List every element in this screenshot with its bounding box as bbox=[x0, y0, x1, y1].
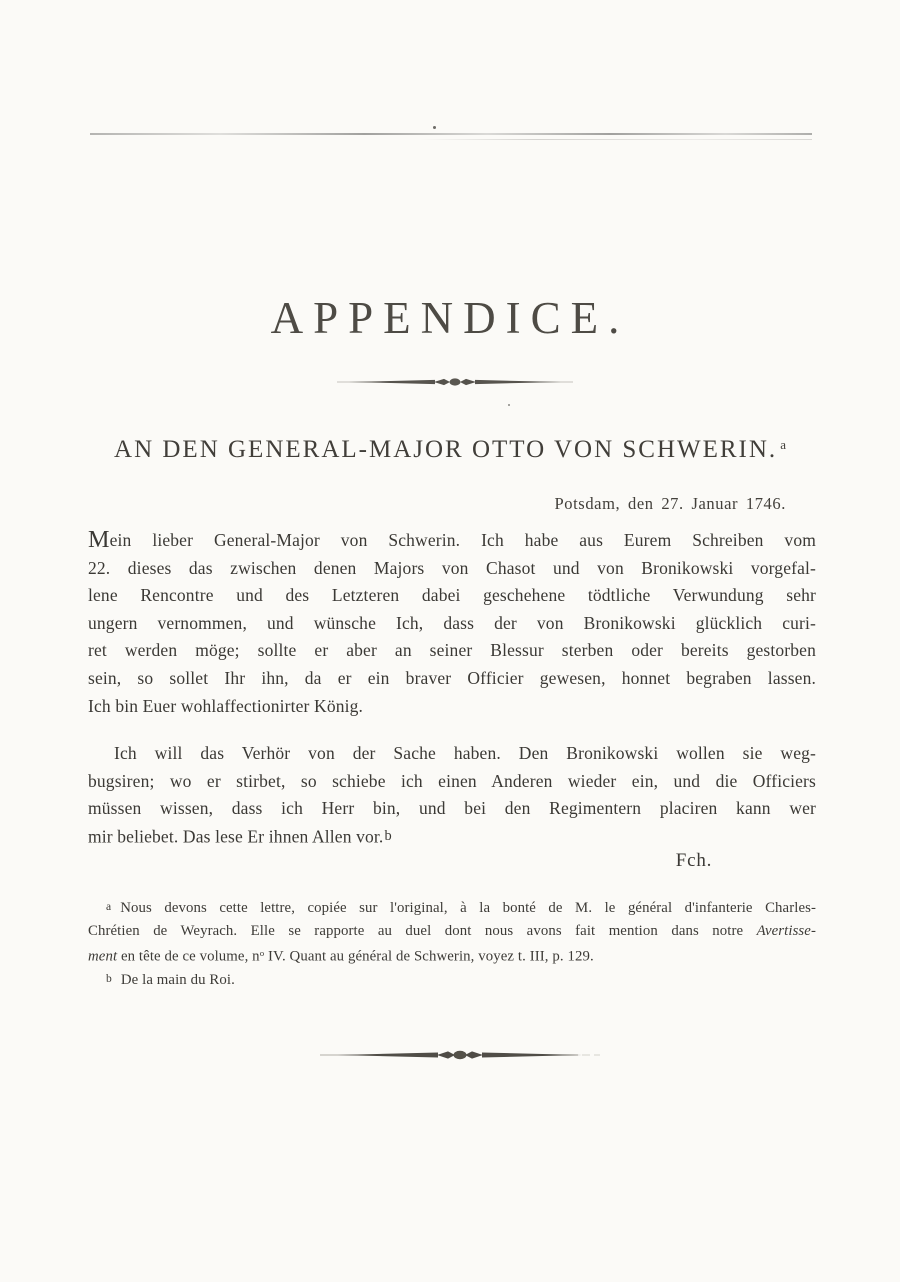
body-line: Ich bin Euer wohlaffectionirter König. bbox=[88, 695, 364, 716]
page-title: APPENDICE. bbox=[270, 293, 630, 343]
letter-dateline: Potsdam, den 27. Januar 1746. bbox=[554, 494, 786, 513]
body-line: bugsiren; wo er stirbet, so schiebe ich einen Anderen wieder ein, und die Officiers bbox=[88, 770, 816, 791]
body-line: ret werden möge; sollte er aber an seiner Blessur sterben oder bereits gestorben bbox=[88, 640, 816, 661]
letter-heading-text: AN DEN GENERAL-MAJOR OTTO VON SCHWERIN. bbox=[114, 436, 778, 463]
divider-flourish-icon bbox=[320, 1046, 600, 1064]
scan-speck bbox=[508, 404, 510, 406]
page-top-rule-echo bbox=[420, 139, 812, 140]
letter-paragraph-2 bbox=[88, 740, 816, 851]
footnote-a-line bbox=[88, 942, 816, 968]
letter-heading bbox=[0, 436, 900, 464]
scan-speck bbox=[433, 126, 436, 129]
ornamental-divider bbox=[320, 1046, 600, 1069]
body-line: müssen wissen, dass ich Herr bin, und bei den Regimentern placiren kann wer bbox=[88, 798, 816, 819]
divider-flourish-icon bbox=[335, 374, 575, 390]
footnote-b-marker: b bbox=[106, 973, 112, 986]
body-line: sein, so sollet Ihr ihn, da er ein braver Officier gewesen, honnet begraben lassen. bbox=[88, 667, 816, 688]
body-line: lene Rencontre und des Letzteren dabei geschehene tödtliche Verwundung sehr bbox=[88, 585, 816, 606]
letter-paragraph-1 bbox=[88, 527, 816, 720]
footnote-text: Nous devons cette lettre, copiée sur l'original, à la bonté de M. le général d'infanterie Charles- bbox=[120, 900, 816, 917]
numero-superscript: o bbox=[259, 948, 265, 959]
footnote-text: IV. Quant au général de Schwerin, voyez t. III, p. 129. bbox=[264, 948, 594, 965]
body-line: Ich will das Verhör von der Sache haben. Den Bronikowski wollen sie weg- bbox=[114, 743, 816, 763]
footnote-italic-text: ment bbox=[88, 948, 118, 965]
footnote-italic-text: Avertisse- bbox=[756, 922, 816, 939]
ornamental-divider bbox=[335, 374, 575, 395]
body-line: ungern vernommen, und wünsche Ich, dass der von Bronikowski glücklich curi- bbox=[88, 612, 816, 633]
page-top-rule bbox=[90, 133, 812, 135]
body-line-text: ein lieber General-Major von Schwerin. Ich habe aus Eurem Schreiben vom bbox=[109, 530, 816, 550]
body-line: 22. dieses das zwischen denen Majors von Chasot und von Bronikowski vorgefal- bbox=[88, 557, 816, 578]
footnote-text: Chrétien de Weyrach. Elle se rapporte au duel dont nous avons fait mention dans notre bbox=[88, 922, 757, 939]
footnote-b-line bbox=[88, 968, 816, 992]
body-footnote-marker: b bbox=[384, 827, 392, 844]
body-line-text: mir beliebet. Das lese Er ihnen Allen vor. bbox=[88, 826, 384, 847]
footnote-text: De la main du Roi. bbox=[120, 972, 235, 989]
footnote-a-line bbox=[88, 920, 816, 943]
body-line bbox=[88, 527, 816, 555]
footnote-a-marker: a bbox=[106, 901, 112, 913]
body-line bbox=[88, 823, 816, 851]
footnote-section bbox=[88, 896, 816, 992]
heading-footnote-marker: a bbox=[780, 436, 786, 452]
letter-signature: Fch. bbox=[675, 850, 713, 871]
drop-cap-initial: M bbox=[88, 525, 110, 553]
footnote-text: en tête de ce volume, n bbox=[117, 948, 260, 965]
footnote-a-line bbox=[88, 896, 816, 920]
